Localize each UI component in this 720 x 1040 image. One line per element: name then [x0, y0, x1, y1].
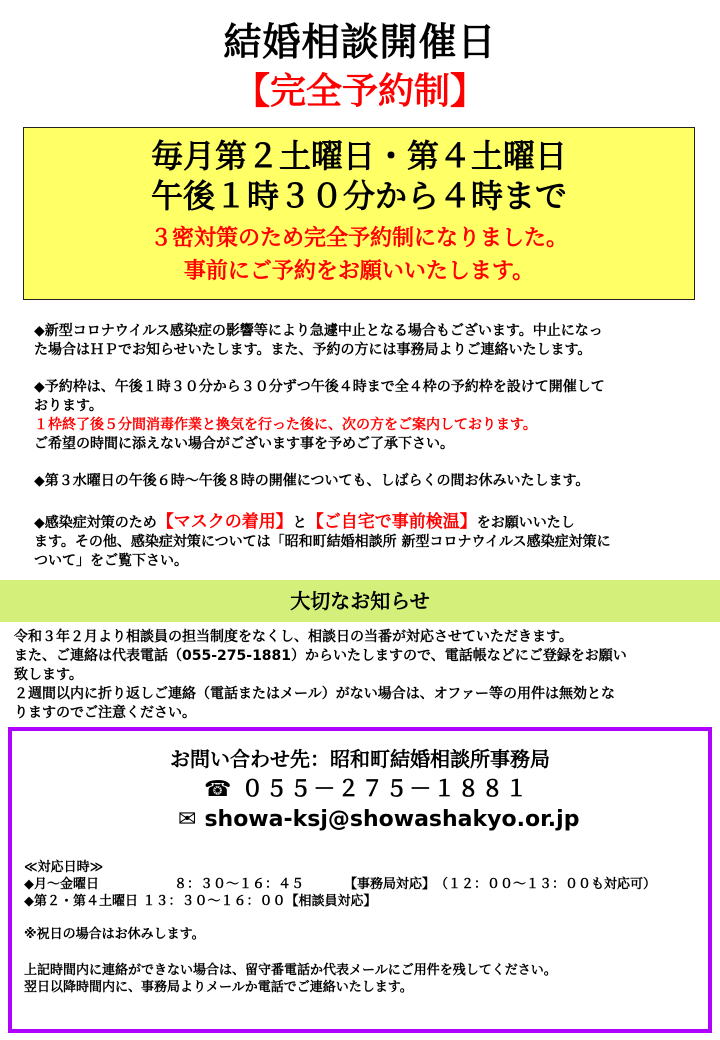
contact-email — [178, 805, 579, 835]
phone-number: ０５５－２７５－１８８１ — [241, 777, 530, 802]
after-hours-line-1: 上記時間内に連絡ができない場合は、留守番電話か代表メールにご用件を残してください。 — [24, 963, 557, 978]
important-notice — [14, 628, 714, 723]
phone-icon: ☎ — [204, 777, 234, 802]
note-2-red: １枠終了後５分間消毒作業と換気を行った後に、次の方をご案内しております。 — [34, 417, 537, 433]
contact-hours — [24, 859, 704, 996]
row1-time: ８：３０～１６：４５ — [174, 877, 305, 892]
note-4-and: と — [292, 515, 307, 531]
notice-line-1: 令和３年２月より相談員の担当制度をなくし、相談日の当番が対応させていただきます。 — [14, 629, 573, 645]
notice-line-5: りますのでご注意ください。 — [14, 705, 196, 721]
schedule-box — [23, 127, 695, 300]
schedule-note-1: ３密対策のため完全予約制になりました。 — [149, 226, 568, 251]
schedule-days: 毎月第２土曜日・第４土曜日 — [150, 137, 567, 175]
note-4-mask: 【マスクの着用】 — [156, 512, 293, 532]
note-4-line-3: ついて」をご覧下さい。 — [34, 553, 188, 569]
row2-day: ◆第２・第４土曜日 — [24, 894, 138, 909]
note-4-post: をお願いいたし — [476, 515, 575, 531]
row1-day: ◆月～金曜日 — [24, 877, 99, 892]
row2-who: 【相談員対応】 — [285, 894, 377, 909]
note-4-line-1 — [34, 513, 694, 533]
notice-line-3: 致します。 — [14, 667, 83, 683]
note-2-line-3: ご希望の時間に添えない場合がございます事を予めご了承下さい。 — [34, 436, 454, 452]
row2-time: １３：３０～１６：００ — [142, 894, 286, 909]
notice-line-2: また、ご連絡は代表電話（055-275-1881）からいたしますので、電話帳などにご登録をお願い — [14, 648, 627, 664]
note-4-temp: 【ご自宅で事前検温】 — [306, 512, 477, 532]
contact-title: お問い合わせ先：昭和町結婚相談所事務局 — [170, 747, 550, 771]
mail-icon: ✉ — [178, 807, 197, 832]
note-1-line-2: た場合はＨＰでお知らせいたします。また、予約の方には事務局よりご連絡いたします。 — [34, 342, 592, 358]
notice-line-4: ２週間以内に折り返しご連絡（電話またはメール）がない場合は、オファー等の用件は無効とな — [14, 686, 616, 702]
email-address[interactable]: showa-ksj@showashakyo.or.jp — [204, 807, 580, 832]
note-4-pre: ◆感染症対策のため — [34, 515, 157, 531]
page-title: 結婚相談開催日 — [223, 20, 497, 64]
hours-row-saturday — [24, 893, 704, 910]
hours-heading: ≪対応日時≫ — [24, 860, 104, 875]
row1-who: 【事務局対応】 — [344, 877, 436, 892]
note-2-line-1: ◆予約枠は、午後１時３０分から３０分ずつ午後４時まで全４枠の予約枠を設けて開催して — [34, 379, 605, 395]
contact-phone — [204, 775, 529, 805]
note-4-line-2: ます。その他、感染症対策については「昭和町結婚相談所 新型コロナウイルス感染症対策に — [34, 534, 611, 550]
schedule-note-2: 事前にご予約をお願いいたします。 — [183, 259, 535, 284]
reservation-subtitle: 【完全予約制】 — [233, 71, 486, 112]
after-hours-line-2: 翌日以降時間内に、事務局よりメールか電話でご連絡いたします。 — [24, 980, 413, 995]
note-1-line-1: ◆新型コロナウイルス感染症の影響等により急遽中止となる場合もございます。中止になっ — [34, 323, 603, 339]
hours-row-weekday — [24, 876, 704, 893]
schedule-time: 午後１時３０分から４時まで — [150, 177, 567, 215]
note-3: ◆第３水曜日の午後６時～午後８時の開催についても、しばらくの間お休みいたします。 — [34, 473, 590, 489]
note-2-line-2: おります。 — [34, 398, 103, 414]
notes-section — [34, 322, 694, 571]
important-notice-banner: 大切なお知らせ — [0, 580, 720, 622]
contact-box — [8, 727, 712, 1033]
row1-extra: （１２：００～１３：００も対応可） — [435, 877, 657, 892]
holiday-note: ※祝日の場合はお休みします。 — [24, 927, 205, 942]
